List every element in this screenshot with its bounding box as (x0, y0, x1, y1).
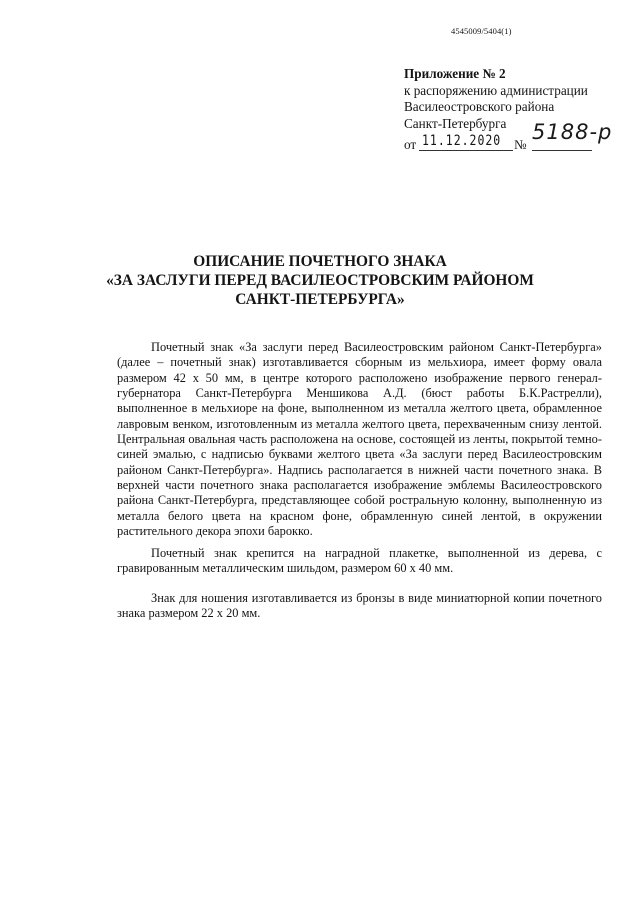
heading-line-1: ОПИСАНИЕ ПОЧЕТНОГО ЗНАКА (193, 253, 447, 270)
paragraph-text: Почетный знак крепится на наградной плакетке, выполненной из дерева, с гравированным металлическим шильдом, размером 60 х 40 мм. (117, 546, 602, 576)
heading-line-2: «ЗА ЗАСЛУГИ ПЕРЕД ВАСИЛЕОСТРОВСКИМ РАЙОНОМ (106, 272, 534, 289)
appendix-title: Приложение № 2 (404, 66, 506, 81)
body-paragraph-2 (117, 546, 602, 577)
document-heading (60, 252, 580, 309)
order-number: 5188-р (532, 120, 613, 145)
date-value: 11.12.2020 (422, 131, 502, 150)
number-label: № (514, 137, 527, 153)
document-code: 4545009/5404(1) (451, 26, 512, 36)
appendix-line-2: Василеостровского района (404, 99, 555, 115)
paragraph-text: Почетный знак «За заслуги перед Василеостровским районом Санкт-Петербурга» (далее – почетный знак) изготавливается сборным из мельхиора, имеет форму овала размером 42 х 50 мм, в центре которого расположено изображение первого генерал-губернатора Санкт-Петербурга Меншикова А.Д. (бюст работы Б.К.Растрелли), выполненное в мельхиоре на фоне, выполненном из металла желтого цвета, обрамленное лавровым венком, изготовленным из металла желтого цвета, перехваченным снизу лентой. Центральная овальная часть расположена на основе, состоящей из ленты, покрытой темно-синей эмалью, с надписью буквами желтого цвета «За заслуги перед Василеостровским районом Санкт-Петербурга». Надпись располагается в нижней части почетного знака. В верхней части почетного знака располагается изображение эмблемы Василеостровского района Санкт-Петербурга, представляющее собой ростральную колонну, выполненную из металла белого цвета на красном фоне, обрамленную синей лентой, в окружении растительного декора эпохи барокко. (117, 340, 602, 539)
appendix-line-3: Санкт-Петербурга (404, 115, 507, 131)
paragraph-text: Знак для ношения изготавливается из бронзы в виде миниатюрной копии почетного знака размером 22 х 20 мм. (117, 591, 602, 621)
body-paragraph-3 (117, 591, 602, 622)
appendix-line-1: к распоряжению администрации (404, 82, 588, 98)
appendix-block (404, 66, 629, 152)
from-label: от (404, 137, 417, 153)
heading-line-3: САНКТ-ПЕТЕРБУРГА» (235, 291, 405, 308)
body-paragraph-1 (117, 340, 602, 539)
